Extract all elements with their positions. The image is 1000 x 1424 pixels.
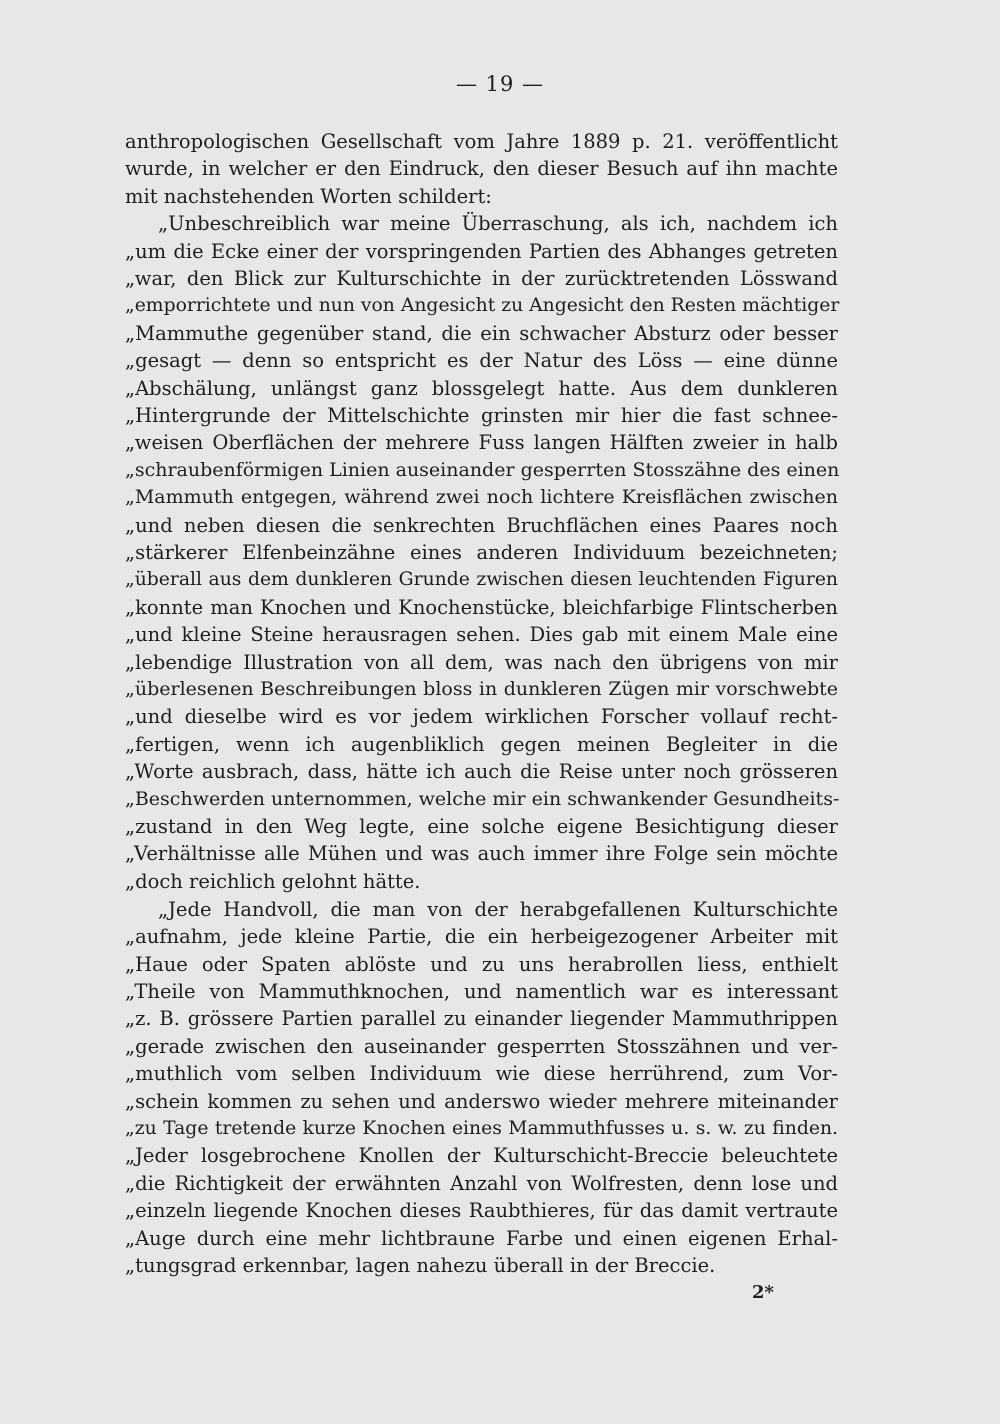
text-line: „Jeder losgebrochene Knollen der Kulturschicht-Breccie beleuchtete [125,1144,838,1167]
text-line: „war, den Blick zur Kulturschichte in der zurücktretenden Lösswand [125,267,838,290]
text-line: „zu Tage tretende kurze Knochen eines Mammuthfusses u. s. w. zu finden. [125,1118,838,1139]
text-line: „stärkerer Elfenbeinzähne eines anderen Individuum bezeichneten; [125,541,838,564]
text-line: „konnte man Knochen und Knochenstücke, bleichfarbige Flintscherben [125,596,838,619]
text-line: „tungsgrad erkennbar, lagen nahezu überall in der Breccie. [125,1254,716,1277]
text-line: „schein kommen zu sehen und anderswo wieder mehrere miteinander [125,1090,838,1113]
text-line: „Haue oder Spaten ablöste und zu uns herabrollen liess, enthielt [125,953,838,976]
page-number: — 19 — [455,72,545,96]
text-line: „und kleine Steine herausragen sehen. Dies gab mit einem Male eine [125,623,838,646]
text-line: anthropologischen Gesellschaft vom Jahre 1889 p. 21. veröffentlicht [125,130,838,153]
text-line: „Jede Handvoll, die man von der herabgefallenen Kulturschichte [158,898,838,921]
text-line: „Theile von Mammuthknochen, und namentlich war es interessant [125,980,838,1003]
text-line: „Worte ausbrach, dass, hätte ich auch die Reise unter noch grösseren [125,760,838,783]
text-line: „einzeln liegende Knochen dieses Raubthieres, für das damit vertraute [125,1199,838,1222]
text-line: mit nachstehenden Worten schildert: [125,185,492,208]
text-line: „um die Ecke einer der vorspringenden Partien des Abhanges getreten [125,240,838,263]
text-line: „lebendige Illustration von all dem, was nach den übrigens von mir [125,651,838,674]
signature-mark: 2* [752,1282,774,1303]
text-line: „Auge durch eine mehr lichtbraune Farbe und einen eigenen Erhal- [125,1227,838,1250]
text-line: „Verhältnisse alle Mühen und was auch immer ihre Folge sein möchte [125,842,838,865]
text-line: „doch reichlich gelohnt hätte. [125,870,421,893]
text-line: „fertigen, wenn ich augenbliklich gegen meinen Begleiter in die [125,733,838,756]
text-line: „z. B. grössere Partien parallel zu einander liegender Mammuthrippen [125,1007,838,1030]
text-line: „überall aus dem dunkleren Grunde zwischen diesen leuchtenden Figuren [125,569,838,590]
text-line: „Beschwerden unternommen, welche mir ein schwankender Gesundheits- [125,788,840,810]
text-line: „Unbeschreiblich war meine Überraschung, als ich, nachdem ich [158,212,838,235]
text-line: „Abschälung, unlängst ganz blossgelegt hatte. Aus dem dunkleren [125,377,838,400]
text-line: „und neben diesen die senkrechten Bruchflächen eines Paares noch [125,514,838,537]
text-line: „aufnahm, jede kleine Partie, die ein herbeigezogener Arbeiter mit [125,925,838,948]
text-line: „weisen Oberflächen der mehrere Fuss langen Hälften zweier in halb [125,431,838,454]
text-line: „gerade zwischen den auseinander gesperrten Stosszähnen und ver- [125,1035,838,1058]
text-line: „die Richtigkeit der erwähnten Anzahl von Wolfresten, denn lose und [125,1172,838,1195]
text-line: „Mammuth entgegen, während zwei noch lichtere Kreisflächen zwischen [125,486,838,508]
text-line: „überlesenen Beschreibungen bloss in dunkleren Zügen mir vorschwebte [125,678,838,700]
text-line: „Hintergrunde der Mittelschichte grinsten mir hier die fast schnee- [125,404,838,427]
text-line: „gesagt — denn so entspricht es der Natur des Löss — eine dünne [125,349,838,372]
text-line: „Mammuthe gegenüber stand, die ein schwacher Absturz oder besser [125,322,838,345]
text-line: „schraubenförmigen Linien auseinander gesperrten Stosszähne des einen [125,459,840,481]
text-line: wurde, in welcher er den Eindruck, den dieser Besuch auf ihn machte [125,157,838,180]
text-line: „emporrichtete und nun von Angesicht zu Angesicht den Resten mächtiger [125,295,840,316]
text-line: „zustand in den Weg legte, eine solche eigene Besichtigung dieser [125,815,838,838]
text-line: „und dieselbe wird es vor jedem wirklichen Forscher vollauf recht- [125,705,838,728]
text-line: „muthlich vom selben Individuum wie diese herrührend, zum Vor- [125,1062,838,1085]
